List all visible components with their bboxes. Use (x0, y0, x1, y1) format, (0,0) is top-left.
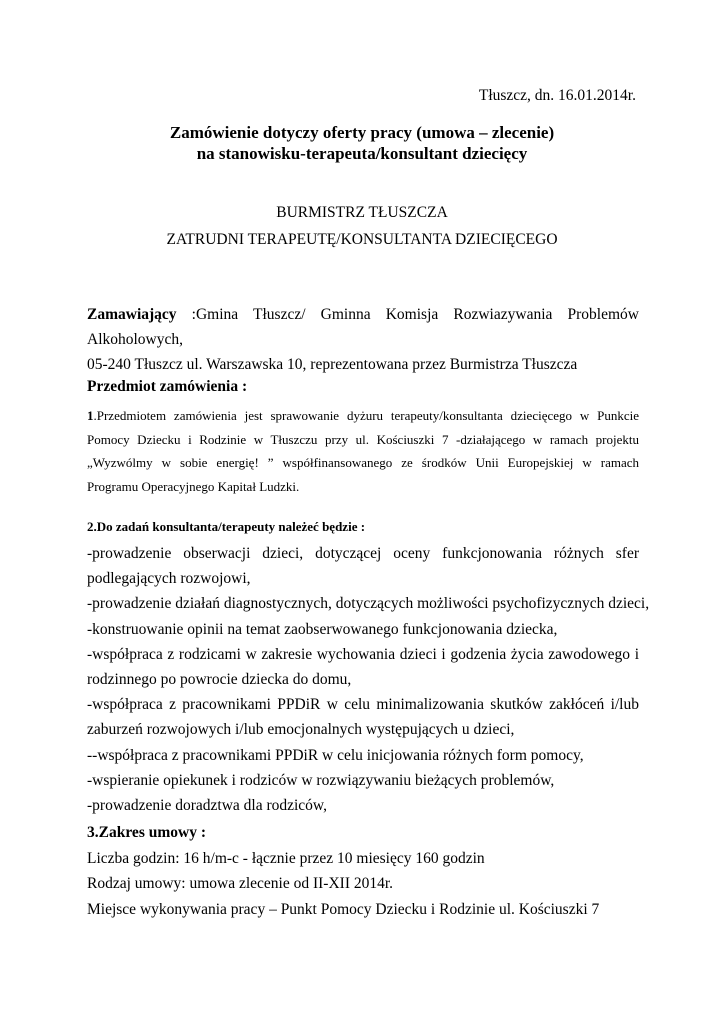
title-line-2: na stanowisku-terapeuta/konsultant dziecięcy (196, 144, 528, 163)
duty-line: -prowadzenie obserwacji dzieci, dotyczącej oceny funkcjonowania różnych sfer (87, 545, 639, 562)
duty-line: -wspieranie opiekunek i rodziców w rozwiązywaniu bieżących problemów, (87, 771, 555, 789)
subject-line-2: Pomocy Dziecku i Rodzinie w Tłuszczu przy ul. Kościuszki 7 -działającego w ramach projektu (87, 431, 639, 447)
subject-paragraph (87, 404, 639, 498)
scope-section (87, 820, 639, 922)
ordering-party-section (87, 302, 639, 377)
announcement-line-1: BURMISTRZ TŁUSZCZA (276, 204, 448, 221)
duty-line: -współpraca z rodzicami w zakresie wychowania dzieci i godzenia życia zawodowego i (87, 645, 639, 663)
duty-line: -prowadzenie działań diagnostycznych, dotyczących możliwości psychofizycznych dzieci, (87, 595, 650, 613)
title-line-1: Zamówienie dotyczy oferty pracy (umowa – zlecenie) (169, 123, 555, 142)
duties-list (87, 541, 650, 818)
scope-hours: Liczba godzin: 16 h/m-c - łącznie przez 10 miesięcy 160 godzin (87, 849, 485, 867)
duty-line: rodzinnego po powrocie dziecka do domu, (87, 671, 352, 689)
scope-heading: 3.Zakres umowy : (87, 824, 206, 841)
duty-line: --współpraca z pracownikami PPDiR w celu inicjowania różnych form pomocy, (87, 746, 584, 764)
duty-line: podlegających rozwojowi, (87, 570, 251, 588)
document-title (0, 122, 724, 164)
subject-number: 1 (87, 408, 94, 423)
subject-line-3: „Wyzwólmy w sobie energię! ” współfinansowanego ze środków Unii Europejskiej w ramach (87, 455, 639, 470)
scope-place: Miejsce wykonywania pracy – Punkt Pomocy Dziecku i Rodzinie ul. Kościuszki 7 (87, 900, 600, 918)
ordering-party-line-2: 05-240 Tłuszcz ul. Warszawska 10, reprezentowana przez Burmistrza Tłuszcza (87, 356, 578, 373)
duty-line: -konstruowanie opinii na temat zaobserwowanego funkcjonowania dziecka, (87, 620, 558, 638)
duties-heading: 2.Do zadań konsultanta/terapeuty należeć będzie : (87, 519, 366, 534)
date-line: Tłuszcz, dn. 16.01.2014r. (478, 87, 636, 104)
ordering-party-text: :Gmina Tłuszcz/ Gminna Komisja Rozwiazywania Problemów Alkoholowych, (87, 306, 639, 348)
duty-line: -prowadzenie doradztwa dla rodziców, (87, 797, 327, 815)
duty-line: -współpraca z pracownikami PPDiR w celu minimalizowania skutków zakłóceń i/lub (87, 696, 639, 714)
subject-line-1: 1.Przedmiotem zamówienia jest sprawowanie dyżuru terapeuty/konsultanta dziecięcego w Punkcie (87, 408, 639, 423)
ordering-party-label: Zamawiający (87, 306, 177, 323)
subject-line-4: Programu Operacyjnego Kapitał Ludzki. (87, 478, 300, 494)
scope-contract-type: Rodzaj umowy: umowa zlecenie od II-XII 2014r. (87, 875, 394, 892)
ordering-party-line-1 (87, 302, 639, 352)
subject-heading: Przedmiot zamówienia : (87, 378, 248, 395)
duty-line: zaburzeń rozwojowych i/lub emocjonalnych występujących u dzieci, (87, 721, 515, 739)
announcement-line-2: ZATRUDNI TERAPEUTĘ/KONSULTANTA DZIECIĘCEGO (166, 231, 558, 248)
